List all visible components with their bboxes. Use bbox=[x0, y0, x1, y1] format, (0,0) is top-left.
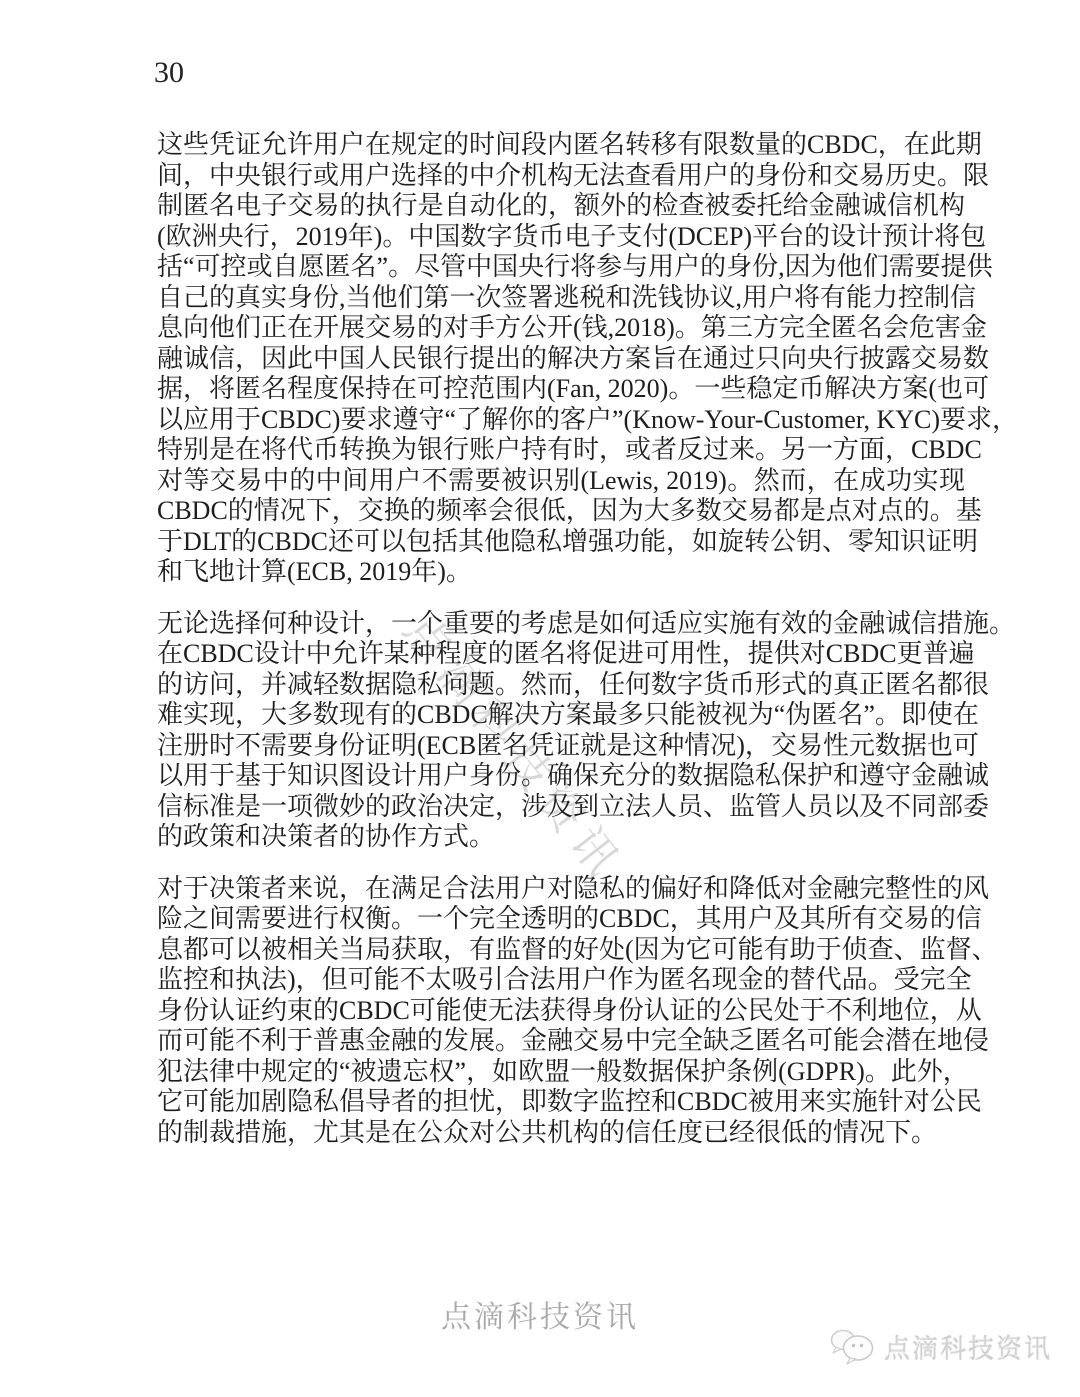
wechat-icon bbox=[830, 1328, 876, 1366]
text-line: 犯法律中规定的“被遗忘权”，如欧盟一般数据保护条例(GDPR)。此外， bbox=[157, 1056, 969, 1086]
text-line: 的访问，并减轻数据隐私问题。然而，任何数字货币形式的真正匿名都很 bbox=[157, 669, 990, 699]
text-line: 自己的真实身份,当他们第一次签署逃税和洗钱协议,用户将有能力控制信 bbox=[157, 282, 977, 312]
text-line: 无论选择何种设计，一个重要的考虑是如何适应实施有效的金融诚信措施。 bbox=[157, 608, 1016, 638]
text-line: 险之间需要进行权衡。一个完全透明的CBDC，其用户及其所有交易的信 bbox=[157, 904, 982, 933]
paragraph-anonymity-vouchers bbox=[157, 130, 1018, 588]
text-line: 于DLT的CBDC还可以包括其他隐私增强功能，如旋转公钥、零知识证明 bbox=[157, 526, 978, 556]
text-line: 难实现，大多数现有的CBDC解决方案最多只能被视为“伪匿名”。即使在 bbox=[157, 700, 979, 729]
text-line: 和飞地计算(ECB, 2019年)。 bbox=[157, 557, 472, 586]
text-line: 在CBDC设计中允许某种程度的匿名将促进可用性，提供对CBDC更普遍 bbox=[157, 639, 975, 668]
text-line: 这些凭证允许用户在规定的时间段内匿名转移有限数量的CBDC，在此期 bbox=[157, 130, 982, 159]
text-line: 特别是在将代币转换为银行账户持有时，或者反过来。另一方面，CBDC bbox=[157, 435, 982, 464]
text-line: 以应用于CBDC)要求遵守“了解你的客户”(Know-Your-Customer, KYC)要求， bbox=[157, 404, 1018, 434]
text-line: 对于决策者来说，在满足合法用户对隐私的偏好和降低对金融完整性的风 bbox=[157, 873, 990, 903]
text-line: 融诚信，因此中国人民银行提出的解决方案旨在通过只向央行披露交易数 bbox=[157, 343, 990, 373]
diagonal-watermark: 点滴科技资讯 bbox=[394, 605, 634, 892]
text-line: 据，将匿名程度保持在可控范围内(Fan, 2020)。一些稳定币解决方案(也可 bbox=[157, 374, 989, 403]
text-line: (欧洲央行，2019年)。中国数字货币电子支付(DCEP)平台的设计预计将包 bbox=[157, 221, 987, 251]
page-number: 30 bbox=[154, 56, 184, 89]
text-line: CBDC的情况下，交换的频率会很低，因为大多数交易都是点对点的。基 bbox=[157, 496, 982, 525]
paragraph-policy-tradeoffs bbox=[157, 873, 998, 1149]
text-line: 的制裁措施，尤其是在公众对公共机构的信任度已经很低的情况下。 bbox=[157, 1117, 938, 1147]
text-line: 身份认证约束的CBDC可能使无法获得身份认证的公民处于不利地位，从 bbox=[157, 995, 982, 1025]
text-line: 的政策和决策者的协作方式。 bbox=[157, 822, 496, 851]
text-line: 监控和执法)，但可能不太吸引合法用户作为匿名现金的替代品。受完全 bbox=[157, 965, 972, 994]
footer-brand-text: 点滴科技资讯 bbox=[441, 1301, 639, 1334]
document-body bbox=[157, 130, 1018, 1169]
text-line: 息向他们正在开展交易的对手方公开(钱,2018)。第三方完全匿名会危害金 bbox=[157, 313, 987, 342]
text-line: 制匿名电子交易的执行是自动化的，额外的检查被委托给金融诚信机构 bbox=[157, 191, 965, 220]
text-line: 以用于基于知识图设计用户身份。确保充分的数据隐私保护和遵守金融诚 bbox=[157, 761, 990, 790]
text-line: 间，中央银行或用户选择的中介机构无法查看用户的身份和交易历史。限 bbox=[157, 160, 990, 190]
text-line: 信标准是一项微妙的政治决定，涉及到立法人员、监管人员以及不同部委 bbox=[157, 791, 990, 821]
text-line: 括“可控或自愿匿名”。尽管中国央行将参与用户的身份,因为他们需要提供 bbox=[157, 252, 993, 281]
text-line: 它可能加剧隐私倡导者的担忧，即数字监控和CBDC被用来实施针对公民 bbox=[157, 1087, 982, 1116]
text-line: 对等交易中的中间用户不需要被识别(Lewis, 2019)。然而，在成功实现 bbox=[157, 465, 965, 495]
wechat-brand-mark bbox=[830, 1328, 1052, 1366]
text-line: 注册时不需要身份证明(ECB匿名凭证就是这种情况)，交易性元数据也可 bbox=[157, 730, 979, 760]
wechat-brand-label: 点滴科技资讯 bbox=[883, 1334, 1052, 1364]
text-line: 而可能不利于普惠金融的发展。金融交易中完全缺乏匿名可能会潜在地侵 bbox=[157, 1026, 990, 1055]
text-line: 息都可以被相关当局获取，有监督的好处(因为它可能有助于侦查、监督、 bbox=[157, 934, 998, 964]
paragraph-design-considerations bbox=[157, 608, 1016, 853]
